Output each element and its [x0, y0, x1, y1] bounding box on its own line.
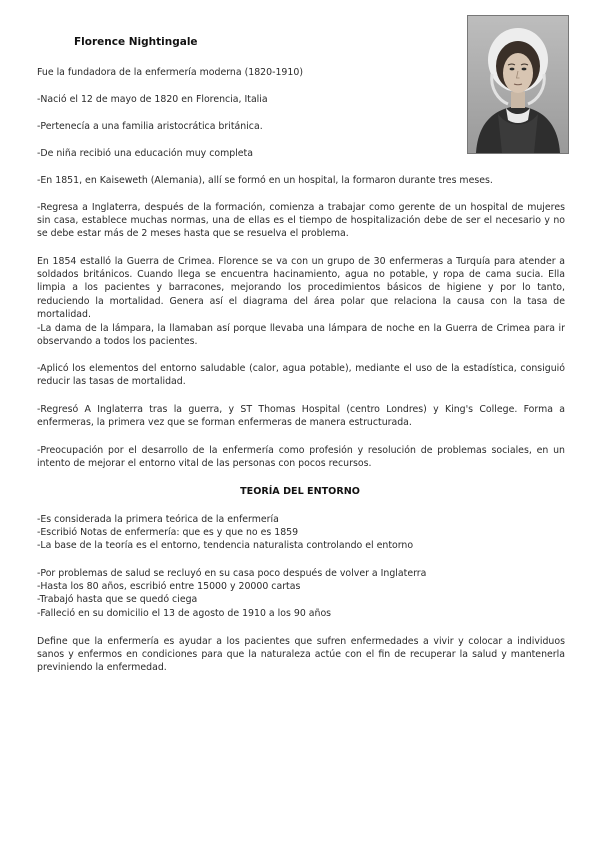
section-title: TEORÍA DEL ENTORNO	[240, 486, 360, 497]
paragraph-concern: -Preocupación por el desarrollo de la enfermería como profesión y resolución de problemas sociales, en un intento de mejorar el entorno vital de las personas con pocos recursos.	[37, 445, 565, 470]
theory-list-1	[37, 513, 565, 553]
list-item: -Trabajó hasta que se quedó ciega	[37, 594, 198, 606]
list-item: -La base de la teoría es el entorno, tendencia naturalista controlando el entorno	[37, 540, 414, 552]
definition-paragraph: Define que la enfermería es ayudar a los pacientes que sufren enfermedades a vivir y colocar a individuos sanos y enfermos en condiciones para que la naturaleza actúe con el fin de recuperar la salud y mantenerla previniendo la enfermedad.	[37, 636, 565, 674]
paragraph-birth: -Nació el 12 de mayo de 1820 en Florencia, Italia	[37, 94, 268, 105]
list-item: -Hasta los 80 años, escribió entre 15000 y 20000 cartas	[37, 581, 301, 593]
list-item: -Falleció en su domicilio el 13 de agosto de 1910 a los 90 años	[37, 607, 332, 619]
paragraph-crimea: En 1854 estalló la Guerra de Crimea. Florence se va con un grupo de 30 enfermeras a Turquía para atender a soldados británicos. Cuando llega se encuentra hacinamiento, agua no potable, y ropa de cama sucia. Ella limpia a los pacientes y barracones, mejorando los procedimientos básicos de higiene y por lo tanto, reduciendo la mortalidad. Genera así el diagrama del área polar que relaciona la causa con la tasa de mortalidad.	[37, 256, 565, 320]
list-item: -Escribió Notas de enfermería: que es y que no es 1859	[37, 527, 299, 539]
paragraph-education: -De niña recibió una educación muy completa	[37, 148, 253, 159]
paragraph-st-thomas: -Regresó A Inglaterra tras la guerra, y ST Thomas Hospital (centro Londres) y King's College. Forma a enfermeras, la primera vez que se forman enfermeras de manera estructurada.	[37, 404, 565, 429]
portrait-photo-icon	[467, 15, 569, 154]
paragraph-family: -Pertenecía a una familia aristocrática británica.	[37, 121, 263, 132]
document-title: Florence Nightingale	[74, 36, 198, 48]
theory-list-2	[37, 567, 565, 620]
list-item: -Es considerada la primera teórica de la enfermería	[37, 514, 279, 525]
paragraph-lamp-lady: -La dama de la lámpara, la llamaban así porque llevaba una lámpara de noche en la Guerra de Crimea para ir observando a todos los pacientes.	[37, 323, 565, 348]
paragraph-statistics: -Aplicó los elementos del entorno saludable (calor, agua potable), mediante el uso de la estadística, consiguió reducir las tasas de mortalidad.	[37, 363, 565, 388]
intro-paragraph: Fue la fundadora de la enfermería moderna (1820-1910)	[37, 67, 303, 78]
list-item: -Por problemas de salud se recluyó en su casa poco después de volver a Inglaterra	[37, 568, 427, 579]
paragraph-kaiseweth: -En 1851, en Kaiseweth (Alemania), allí se formó en un hospital, la formaron durante tres meses.	[37, 175, 493, 186]
paragraph-return-england: -Regresa a Inglaterra, después de la formación, comienza a trabajar como gerente de un hospital de mujeres sin casa, establece muchas normas, una de ellas es el tiempo de hospitalización debe de ser el necesario y no se debe estar más de 2 meses hasta que se resuelva el problema.	[37, 202, 565, 240]
portrait-illustration	[468, 16, 568, 153]
